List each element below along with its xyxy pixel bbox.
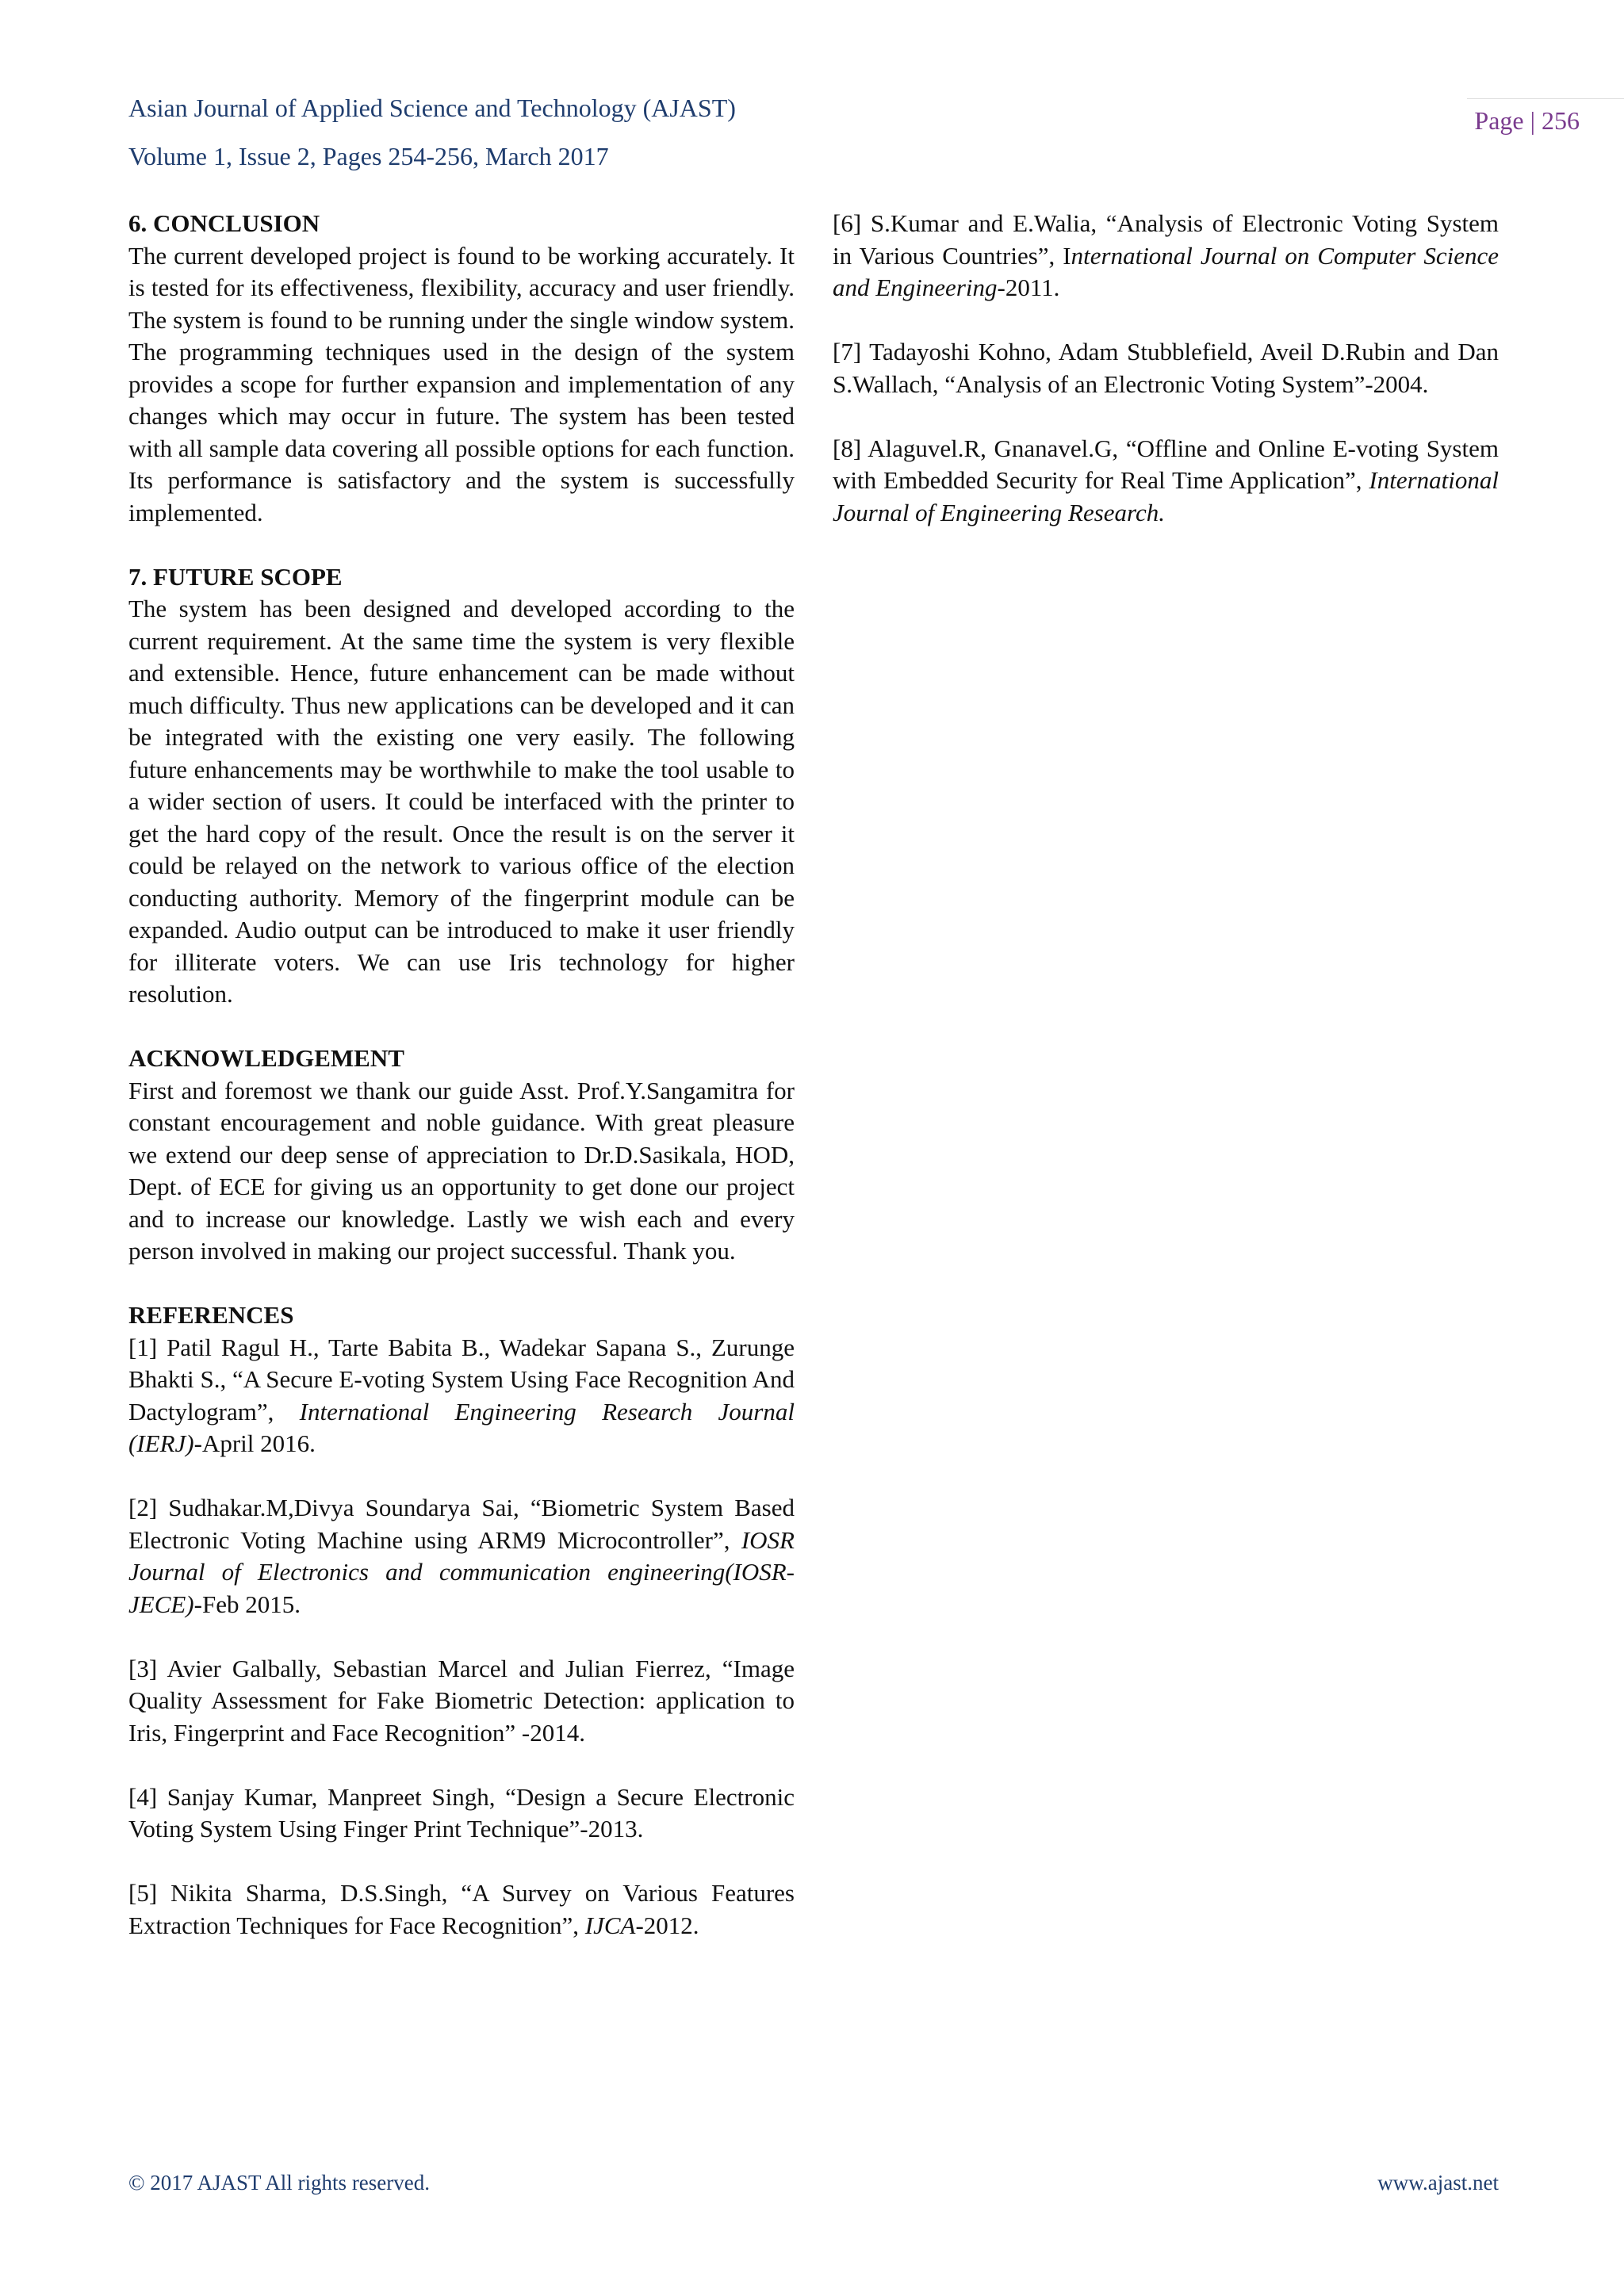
references-section	[128, 1299, 795, 1942]
reference-item	[833, 433, 1499, 530]
references-heading: REFERENCES	[128, 1301, 294, 1329]
acknowledgement-text: First and foremost we thank our guide Asst. Prof.Y.Sangamitra for constant encouragement and noble guidance. With great pleasure we extend our deep sense of appreciation to Dr.D.Sasikala, HOD, Dept. of ECE for giving us an opportunity to get done our project and to increase our knowledge. Lastly we wish each and every person involved in making our project successful. Thank you.	[128, 1076, 795, 1265]
reference-date: -2012.	[635, 1911, 699, 1939]
reference-item	[128, 1332, 795, 1460]
reference-text: [4] Sanjay Kumar, Manpreet Singh, “Design a Secure Electronic Voting System Using Finger Print Technique”-2013.	[128, 1782, 795, 1843]
reference-item	[128, 1781, 795, 1846]
conclusion-heading: 6. CONCLUSION	[128, 209, 320, 237]
reference-item	[128, 1492, 795, 1621]
acknowledgement-heading: ACKNOWLEDGEMENT	[128, 1044, 404, 1072]
reference-date: -April 2016.	[193, 1429, 316, 1457]
left-column	[128, 208, 795, 1942]
reference-source: nternational Journal on Computer Science and Engineering	[833, 241, 1499, 301]
reference-text: [3] Avier Galbally, Sebastian Marcel and Julian Fierrez, “Image Quality Assessment for Fake Biometric Detection: application to Iris, Fingerprint and Face Recognition” -2014.	[128, 1654, 795, 1747]
acknowledgement-section	[128, 1043, 795, 1268]
reference-source: IJCA	[584, 1911, 636, 1939]
reference-text: [1] Patil Ragul H., Tarte Babita B., Wadekar Sapana S., Zurunge Bhakti S., “A Secure E-voting System Using Face Recognition And Dactylogram”,	[128, 1333, 795, 1425]
website-link[interactable]: www.ajast.net	[1377, 2171, 1499, 2195]
reference-text: [2] Sudhakar.M,Divya Soundarya Sai, “Biometric System Based Electronic Voting Machine using ARM9 Microcontroller”,	[128, 1494, 795, 1554]
right-column	[833, 208, 1499, 529]
reference-item	[128, 1877, 795, 1942]
future-scope-heading: 7. FUTURE SCOPE	[128, 562, 343, 591]
reference-item	[833, 336, 1499, 400]
conclusion-text: The current developed project is found to be working accurately. It is tested for its effectiveness, flexibility, accuracy and user friendly. The system is found to be running under the single window system. The programming techniques used in the design of the system provides a scope for further expansion and implementation of any changes which may occur in future. The system has been tested with all sample data covering all possible options for each function. Its performance is satisfactory and the system is successfully implemented.	[128, 241, 795, 526]
page-number: Page | 256	[1474, 106, 1580, 135]
future-scope-text: The system has been designed and developed according to the current requirement. At the same time the system is very flexible and extensible. Hence, future enhancement can be made without much difficulty. Thus new applications can be developed and it can be integrated with the existing one very easily. The following future enhancements may be worthwhile to make the tool usable to a wider section of users. It could be interfaced with the printer to get the hard copy of the result. Once the result is on the server it could be relayed on the network to various office of the election conducting authority. Memory of the fingerprint module can be expanded. Audio output can be introduced to make it user friendly for illiterate voters. We can use Iris technology for higher resolution.	[128, 595, 795, 1008]
copyright-notice: © 2017 AJAST All rights reserved.	[128, 2171, 431, 2195]
conclusion-section	[128, 208, 795, 529]
reference-item	[128, 1653, 795, 1750]
reference-source: International Journal of Engineering Research.	[833, 466, 1499, 526]
reference-text: [7] Tadayoshi Kohno, Adam Stubblefield, Aveil D.Rubin and Dan S.Wallach, “Analysis of an Electronic Voting System”-2004.	[833, 338, 1499, 398]
volume-info: Volume 1, Issue 2, Pages 254-256, March 2017	[128, 142, 609, 170]
reference-item	[833, 208, 1499, 304]
journal-title: Asian Journal of Applied Science and Technology (AJAST)	[128, 94, 736, 122]
reference-date: -2011.	[997, 274, 1060, 301]
reference-text: [8] Alaguvel.R, Gnanavel.G, “Offline and Online E-voting System with Embedded Security for Real Time Application”,	[833, 434, 1499, 494]
reference-source: IOSR Journal of Electronics and communication engineering(IOSR-JECE)	[128, 1525, 795, 1618]
header-rule	[1467, 98, 1624, 99]
reference-text: [6] S.Kumar and E.Walia, “Analysis of Electronic Voting System in Various Countries”, I	[833, 209, 1499, 270]
future-scope-section	[128, 561, 795, 1011]
reference-text: [5] Nikita Sharma, D.S.Singh, “A Survey on Various Features Extraction Techniques for Face Recognition”,	[128, 1879, 795, 1939]
reference-date: -Feb 2015.	[193, 1590, 301, 1618]
reference-source: International Engineering Research Journal (IERJ)	[128, 1397, 795, 1457]
